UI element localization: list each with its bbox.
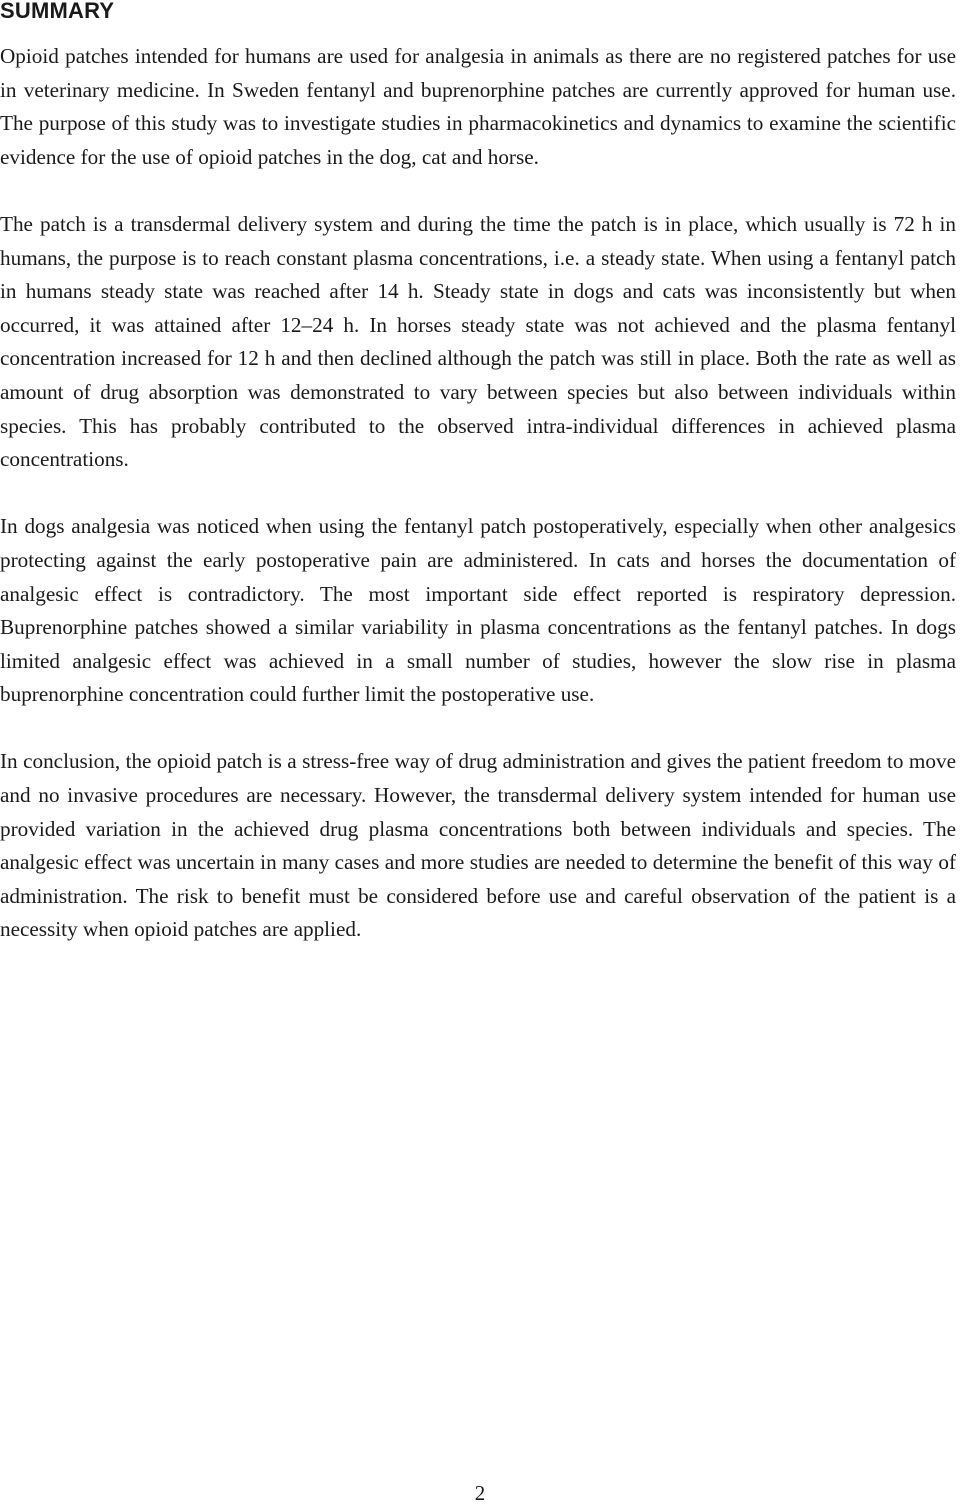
paragraph-conclusion: In conclusion, the opioid patch is a stress-free way of drug administration and gives the patient freedom to move and no invasive procedures are necessary. However, the transdermal delivery system intended for human use provided variation in the achieved drug plasma concentrations both between individuals and species. The analgesic effect was uncertain in many cases and more studies are needed to determine the benefit of this way of administration. The risk to benefit must be considered before use and careful observation of the patient is a necessity when opioid patches are applied. bbox=[0, 749, 956, 942]
paragraph-pharmacokinetics: The patch is a transdermal delivery system and during the time the patch is in place, which usually is 72 h in humans, the purpose is to reach constant plasma concentrations, i.e. a steady state. When using a fentanyl patch in humans steady state was reached after 14 h. Steady state in dogs and cats was inconsistently but when occurred, it was attained after 12–24 h. In horses steady state was not achieved and the plasma fentanyl concentration increased for 12 h and then declined although the patch was still in place. Both the rate as well as amount of drug absorption was demonstrated to vary between species but also between individuals within species. This has probably contributed to the observed intra-individual differences in achieved plasma concentrations. bbox=[0, 211, 956, 472]
paragraph-analgesia: In dogs analgesia was noticed when using the fentanyl patch postoperatively, especially when other analgesics protecting against the early postoperative pain are administered. In cats and horses the documentation of analgesic effect is contradictory. The most important side effect reported is respiratory depression. Buprenorphine patches showed a similar variability in plasma concentrations as the fentanyl patches. In dogs limited analgesic effect was achieved in a small number of studies, however the slow rise in plasma buprenorphine concentration could further limit the postoperative use. bbox=[0, 514, 956, 707]
summary-body bbox=[0, 40, 956, 981]
paragraph-introduction: Opioid patches intended for humans are used for analgesia in animals as there are no registered patches for use in veterinary medicine. In Sweden fentanyl and buprenorphine patches are currently approved for human use. The purpose of this study was to investigate studies in pharmacokinetics and dynamics to examine the scientific evidence for the use of opioid patches in the dog, cat and horse. bbox=[0, 44, 956, 169]
page-number: 2 bbox=[474, 1481, 486, 1505]
section-heading: SUMMARY bbox=[0, 0, 115, 23]
